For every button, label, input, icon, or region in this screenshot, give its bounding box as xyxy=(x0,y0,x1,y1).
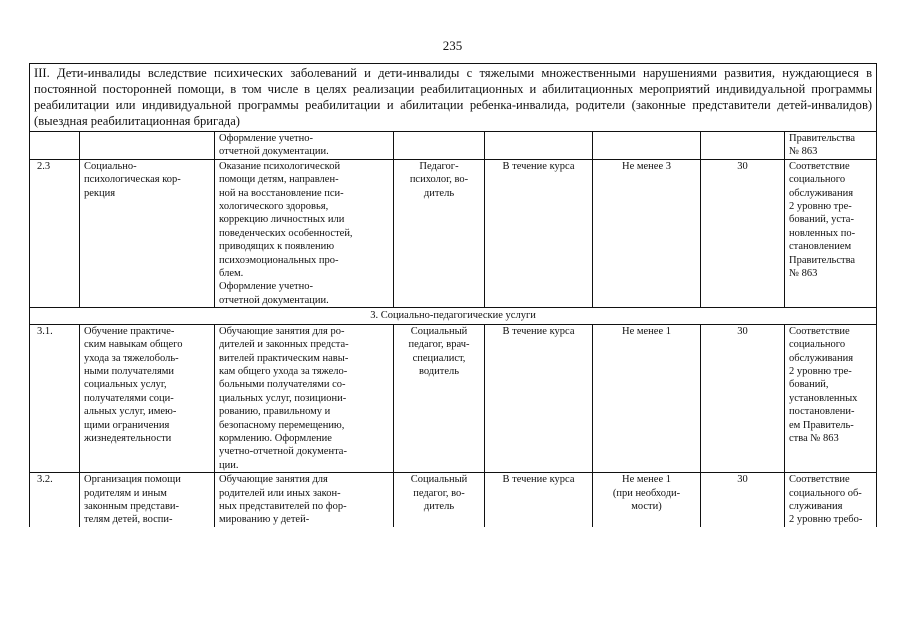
continuation-row xyxy=(30,132,877,160)
amount-line: Не менее 3 xyxy=(622,160,671,172)
cell-amount xyxy=(593,324,701,472)
amount-line: Не менее 1 xyxy=(622,325,671,337)
name-line: Организация помощи xyxy=(84,474,181,486)
cell-num: 3.2. xyxy=(30,473,80,527)
standard-line: обслуживания xyxy=(789,352,854,364)
cell-period xyxy=(485,132,593,160)
name-line: законным представи- xyxy=(84,500,180,512)
standard-line: бований, уста- xyxy=(789,214,854,226)
cell-content xyxy=(215,324,394,472)
standard-line: становлением xyxy=(789,241,852,253)
cell-period: В течение курса xyxy=(485,473,593,527)
cell-amount xyxy=(593,473,701,527)
standard-line: 2 уровню требо- xyxy=(789,514,863,526)
standard-line: бований, xyxy=(789,379,829,391)
content-line: больными получателями со- xyxy=(219,379,346,391)
content-line: Оформление учетно- xyxy=(219,133,313,144)
executor-line: специалист, xyxy=(412,352,466,364)
table-row xyxy=(30,324,877,472)
standard-line: социального xyxy=(789,174,846,186)
content-line: коррекцию личностных или xyxy=(219,214,345,226)
content-line: Обучающие занятия для xyxy=(219,474,328,486)
name-line: получателями соци- xyxy=(84,392,174,404)
executor-line: Социальный xyxy=(410,325,468,337)
executor-line: дитель xyxy=(423,500,455,512)
cell-content xyxy=(215,159,394,307)
cell-standard xyxy=(785,324,877,472)
name-line: щими ограничения xyxy=(84,419,170,431)
standard-line: новленных по- xyxy=(789,227,856,239)
section-row xyxy=(30,308,877,324)
category-header: III. Дети-инвалиды вследствие психических заболеваний и дети-инвалиды с тяжелыми множественными нарушениями развития, нуждающиеся в постоянной посторонней помощи, в том числе в целях реализации реабилитационных и абилитационных мероприятий индивидуальной программы реабилитации или индивидуальной программы реабилитации и абилитации ребенка-инвалида, родители (законные представители детей-инвалидов) (выездная реабилитационная бригада) xyxy=(30,64,877,132)
executor-line: Педагог- xyxy=(419,160,459,172)
cell-period: В течение курса xyxy=(485,159,593,307)
cell-name xyxy=(80,159,215,307)
name-line: ными получателями xyxy=(84,365,175,377)
name-line: социальных услуг, xyxy=(84,379,167,391)
standard-line: Соответствие xyxy=(789,474,850,486)
content-line: рованию, правильному и xyxy=(219,406,331,418)
executor-line: водитель xyxy=(418,365,460,377)
cell-executor xyxy=(394,324,485,472)
cell-name xyxy=(80,473,215,527)
cell-num: 2.3 xyxy=(30,159,80,307)
standard-line: служивания xyxy=(789,500,843,512)
name-line: ским навыкам общего xyxy=(84,339,183,351)
name-line: ухода за тяжелоболь- xyxy=(84,352,179,364)
name-line: психологическая кор- xyxy=(84,174,181,186)
cell-standard xyxy=(785,132,877,160)
content-line: приводящих к появлению xyxy=(219,241,335,253)
content-line: Обучающие занятия для ро- xyxy=(219,325,345,337)
content-line: родителей или иных закон- xyxy=(219,487,341,499)
content-line: безопасному перемещению, xyxy=(219,419,345,431)
content-line: Оказание психологической xyxy=(219,160,341,172)
standard-line: 2 уровню тре- xyxy=(789,365,852,377)
cell-duration: 30 xyxy=(701,159,785,307)
amount-line: Не менее 1 xyxy=(622,474,671,486)
name-line: Социально- xyxy=(84,160,137,172)
standard-line: ем Правитель- xyxy=(789,419,854,431)
standard-line: Соответствие xyxy=(789,160,850,172)
cell-executor xyxy=(394,132,485,160)
services-table xyxy=(29,63,877,527)
cell-executor xyxy=(394,473,485,527)
category-header-row xyxy=(30,64,877,132)
content-line: отчетной документации. xyxy=(219,146,329,158)
executor-line: дитель xyxy=(423,187,455,199)
cell-amount xyxy=(593,159,701,307)
cell-duration: 30 xyxy=(701,324,785,472)
cell-standard xyxy=(785,473,877,527)
amount-line: мости) xyxy=(631,500,662,512)
standard-line: Правительства xyxy=(789,133,856,144)
standard-line: Соответствие xyxy=(789,325,850,337)
cell-num: 3.1. xyxy=(30,324,80,472)
cell-duration: 30 xyxy=(701,473,785,527)
content-line: учетно-отчетной документа- xyxy=(219,446,347,458)
table-row xyxy=(30,473,877,527)
cell-name xyxy=(80,132,215,160)
name-line: Обучение практиче- xyxy=(84,325,175,337)
content-line: хологического здоровья, xyxy=(219,201,329,213)
standard-line: постановлени- xyxy=(789,406,855,418)
cell-content xyxy=(215,132,394,160)
cell-name xyxy=(80,324,215,472)
executor-line: педагог, во- xyxy=(413,487,465,499)
content-line: вителей практическим навы- xyxy=(219,352,349,364)
content-line: Оформление учетно- xyxy=(219,281,313,293)
executor-line: Социальный xyxy=(410,474,468,486)
cell-duration xyxy=(701,132,785,160)
content-line: кормлению. Оформление xyxy=(219,432,332,444)
name-line: рекция xyxy=(84,187,116,199)
content-line: кам общего ухода за тяжело- xyxy=(219,365,348,377)
name-line: телям детей, воспи- xyxy=(84,514,173,526)
standard-line: 2 уровню тре- xyxy=(789,201,852,213)
cell-content xyxy=(215,473,394,527)
content-line: дителей и законных предста- xyxy=(219,339,349,351)
content-line: помощи детям, направлен- xyxy=(219,174,339,186)
standard-line: № 863 xyxy=(789,146,818,158)
content-line: ции. xyxy=(219,459,239,471)
page-number: 235 xyxy=(442,38,463,53)
executor-line: психолог, во- xyxy=(409,174,469,186)
content-line: ной на восстановление пси- xyxy=(219,187,344,199)
standard-line: установленных xyxy=(789,392,858,404)
content-line: мированию у детей- xyxy=(219,514,310,526)
content-line: блем. xyxy=(219,268,244,280)
cell-num xyxy=(30,132,80,160)
name-line: родителям и иным xyxy=(84,487,167,499)
name-line: альных услуг, имею- xyxy=(84,406,177,418)
content-line: психоэмоциональных про- xyxy=(219,254,339,266)
standard-line: № 863 xyxy=(789,268,818,280)
content-line: поведенческих особенностей, xyxy=(219,227,353,239)
standard-line: Правительства xyxy=(789,254,856,266)
content-line: отчетной документации. xyxy=(219,294,329,306)
section-title: 3. Социально-педагогические услуги xyxy=(30,308,877,324)
content-line: циальных услуг, позициони- xyxy=(219,392,347,404)
cell-executor xyxy=(394,159,485,307)
cell-standard xyxy=(785,159,877,307)
cell-amount xyxy=(593,132,701,160)
table-row xyxy=(30,159,877,307)
standard-line: обслуживания xyxy=(789,187,854,199)
content-line: ных представителей по фор- xyxy=(219,500,347,512)
amount-line: (при необходи- xyxy=(612,487,681,499)
standard-line: социального об- xyxy=(789,487,862,499)
name-line: жизнедеятельности xyxy=(84,432,172,444)
standard-line: социального xyxy=(789,339,846,351)
executor-line: педагог, врач- xyxy=(408,339,470,351)
standard-line: ства № 863 xyxy=(789,432,839,444)
cell-period: В течение курса xyxy=(485,324,593,472)
